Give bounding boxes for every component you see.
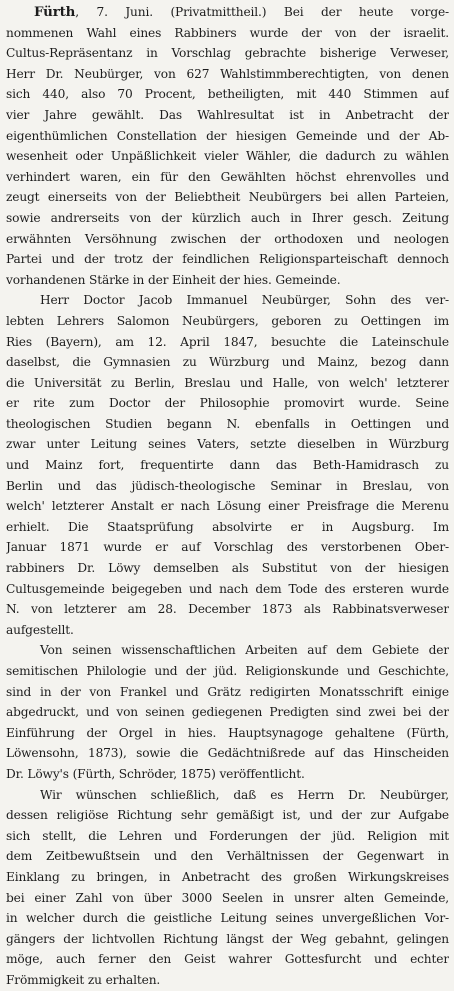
article-line: Januar 1871 wurde er auf Vorschlag des verstorbenen Ober-	[6, 540, 449, 555]
article-line: sich stellt, die Lehren und Forderungen der jüd. Religion mit	[6, 828, 449, 843]
article-line: zeugt einerseits von der Beliebtheit Neubürgers bei allen Parteien,	[6, 190, 449, 205]
article-line: vorhandenen Stärke in der Einheit der hies. Gemeinde.	[6, 272, 341, 287]
article-line: abgedruckt, und von seinen gediegenen Predigten sind zwei bei der	[6, 705, 449, 720]
article-line: er rite zum Doctor der Philosophie promovirt wurde. Seine	[6, 396, 449, 411]
article-line: und Mainz fort, frequentirte dann das Beth-Hamidrasch zu	[6, 458, 449, 473]
article-line: Einführung der Orgel in hies. Hauptsynagoge gehaltene (Fürth,	[6, 725, 449, 740]
article-line: erhielt. Die Staatsprüfung absolvirte er in Augsburg. Im	[6, 519, 449, 534]
article-line: Einklang zu bringen, in Anbetracht des großen Wirkungskreises	[6, 869, 449, 884]
article-line: lebten Lehrers Salomon Neubürgers, geboren zu Oettingen im	[6, 313, 449, 328]
article-line: Herr Dr. Neubürger, von 627 Wahlstimmberechtigten, von denen	[6, 66, 449, 81]
article-line: Wir wünschen schließlich, daß es Herrn Dr. Neubürger,	[40, 787, 449, 802]
article-line: Fürth, 7. Juni. (Privatmittheil.) Bei der heute vorge-	[34, 4, 449, 20]
article-line: Frömmigkeit zu erhalten.	[6, 972, 161, 987]
article-line: verhindert waren, ein für den Gewählten höchst ehrenvolles und	[6, 169, 449, 184]
article-line: theologischen Studien begann N. ebenfalls in Oettingen und	[6, 416, 449, 431]
article-line: gängers der lichtvollen Richtung längst der Weg gebahnt, gelingen	[6, 931, 449, 946]
article-line: dem Zeitbewußtsein und den Verhältnissen der Gegenwart in	[6, 849, 449, 864]
article-line: eigenthümlichen Constellation der hiesigen Gemeinde und der Ab-	[6, 128, 449, 143]
article-line: welch' letzterer Anstalt er nach Lösung einer Preisfrage die Merenu	[6, 499, 449, 514]
article-line: Ries (Bayern), am 12. April 1847, besuchte die Lateinschule	[6, 334, 449, 349]
article-line: erwähnten Versöhnung zwischen der orthodoxen und neologen	[6, 231, 449, 246]
article-line: aufgestellt.	[6, 622, 74, 637]
article-line: rabbiners Dr. Löwy demselben als Substitut von der hiesigen	[6, 561, 449, 576]
article-line: Berlin und das jüdisch-theologische Seminar in Breslau, von	[6, 478, 449, 493]
dateline-city: Fürth	[34, 4, 76, 20]
article-line: Von seinen wissenschaftlichen Arbeiten auf dem Gebiete der	[40, 643, 449, 658]
article-line: bei einer Zahl von über 3000 Seelen in unsrer alten Gemeinde,	[6, 890, 449, 905]
article-line: wesenheit oder Unpäßlichkeit vieler Wähler, die dadurch zu wählen	[6, 149, 449, 164]
article-line: die Universität zu Berlin, Breslau und Halle, von welch' letzterer	[6, 375, 449, 390]
article-line: nommenen Wahl eines Rabbiners wurde der von der israelit.	[6, 25, 449, 40]
article-line: sich 440, also 70 Procent, betheiligten, mit 440 Stimmen auf	[6, 87, 449, 102]
article-line: sind in der von Frankel und Grätz redigirten Monatsschrift einige	[6, 684, 449, 699]
article-line: semitischen Philologie und der jüd. Religionskunde und Geschichte,	[6, 664, 449, 678]
article-line: vier Jahre gewählt. Das Wahlresultat ist in Anbetracht der	[6, 107, 449, 122]
article-line: Dr. Löwy's (Fürth, Schröder, 1875) veröffentlicht.	[6, 766, 305, 781]
article-line: sowie andrerseits von der kürzlich auch in Ihrer gesch. Zeitung	[6, 210, 449, 225]
article-line: Cultusgemeinde beigegeben und nach dem Tode des ersteren wurde	[6, 581, 449, 596]
article-line: zwar unter Leitung seines Vaters, setzte dieselben in Würzburg	[6, 437, 449, 452]
article-line: Löwensohn, 1873), sowie die Gedächtnißrede auf das Hinscheiden	[6, 746, 449, 761]
article-line: möge, auch ferner den Geist wahrer Gottesfurcht und echter	[6, 952, 449, 967]
article-line: Herr Doctor Jacob Immanuel Neubürger, Sohn des ver-	[40, 293, 449, 308]
article-line: Partei und der trotz der feindlichen Religionsparteischaft dennoch	[6, 252, 449, 267]
article-line: Cultus-Repräsentanz in Vorschlag gebrachte bisherige Verweser,	[6, 46, 449, 61]
article-line: in welcher durch die geistliche Leitung seines unvergeßlichen Vor-	[6, 911, 449, 926]
article-line: dessen religiöse Richtung sehr gemäßigt ist, und der zur Aufgabe	[6, 808, 449, 823]
article-line: N. von letzterer am 28. December 1873 als Rabbinatsverweser	[6, 602, 449, 617]
article-line: daselbst, die Gymnasien zu Würzburg und Mainz, bezog dann	[6, 355, 449, 370]
